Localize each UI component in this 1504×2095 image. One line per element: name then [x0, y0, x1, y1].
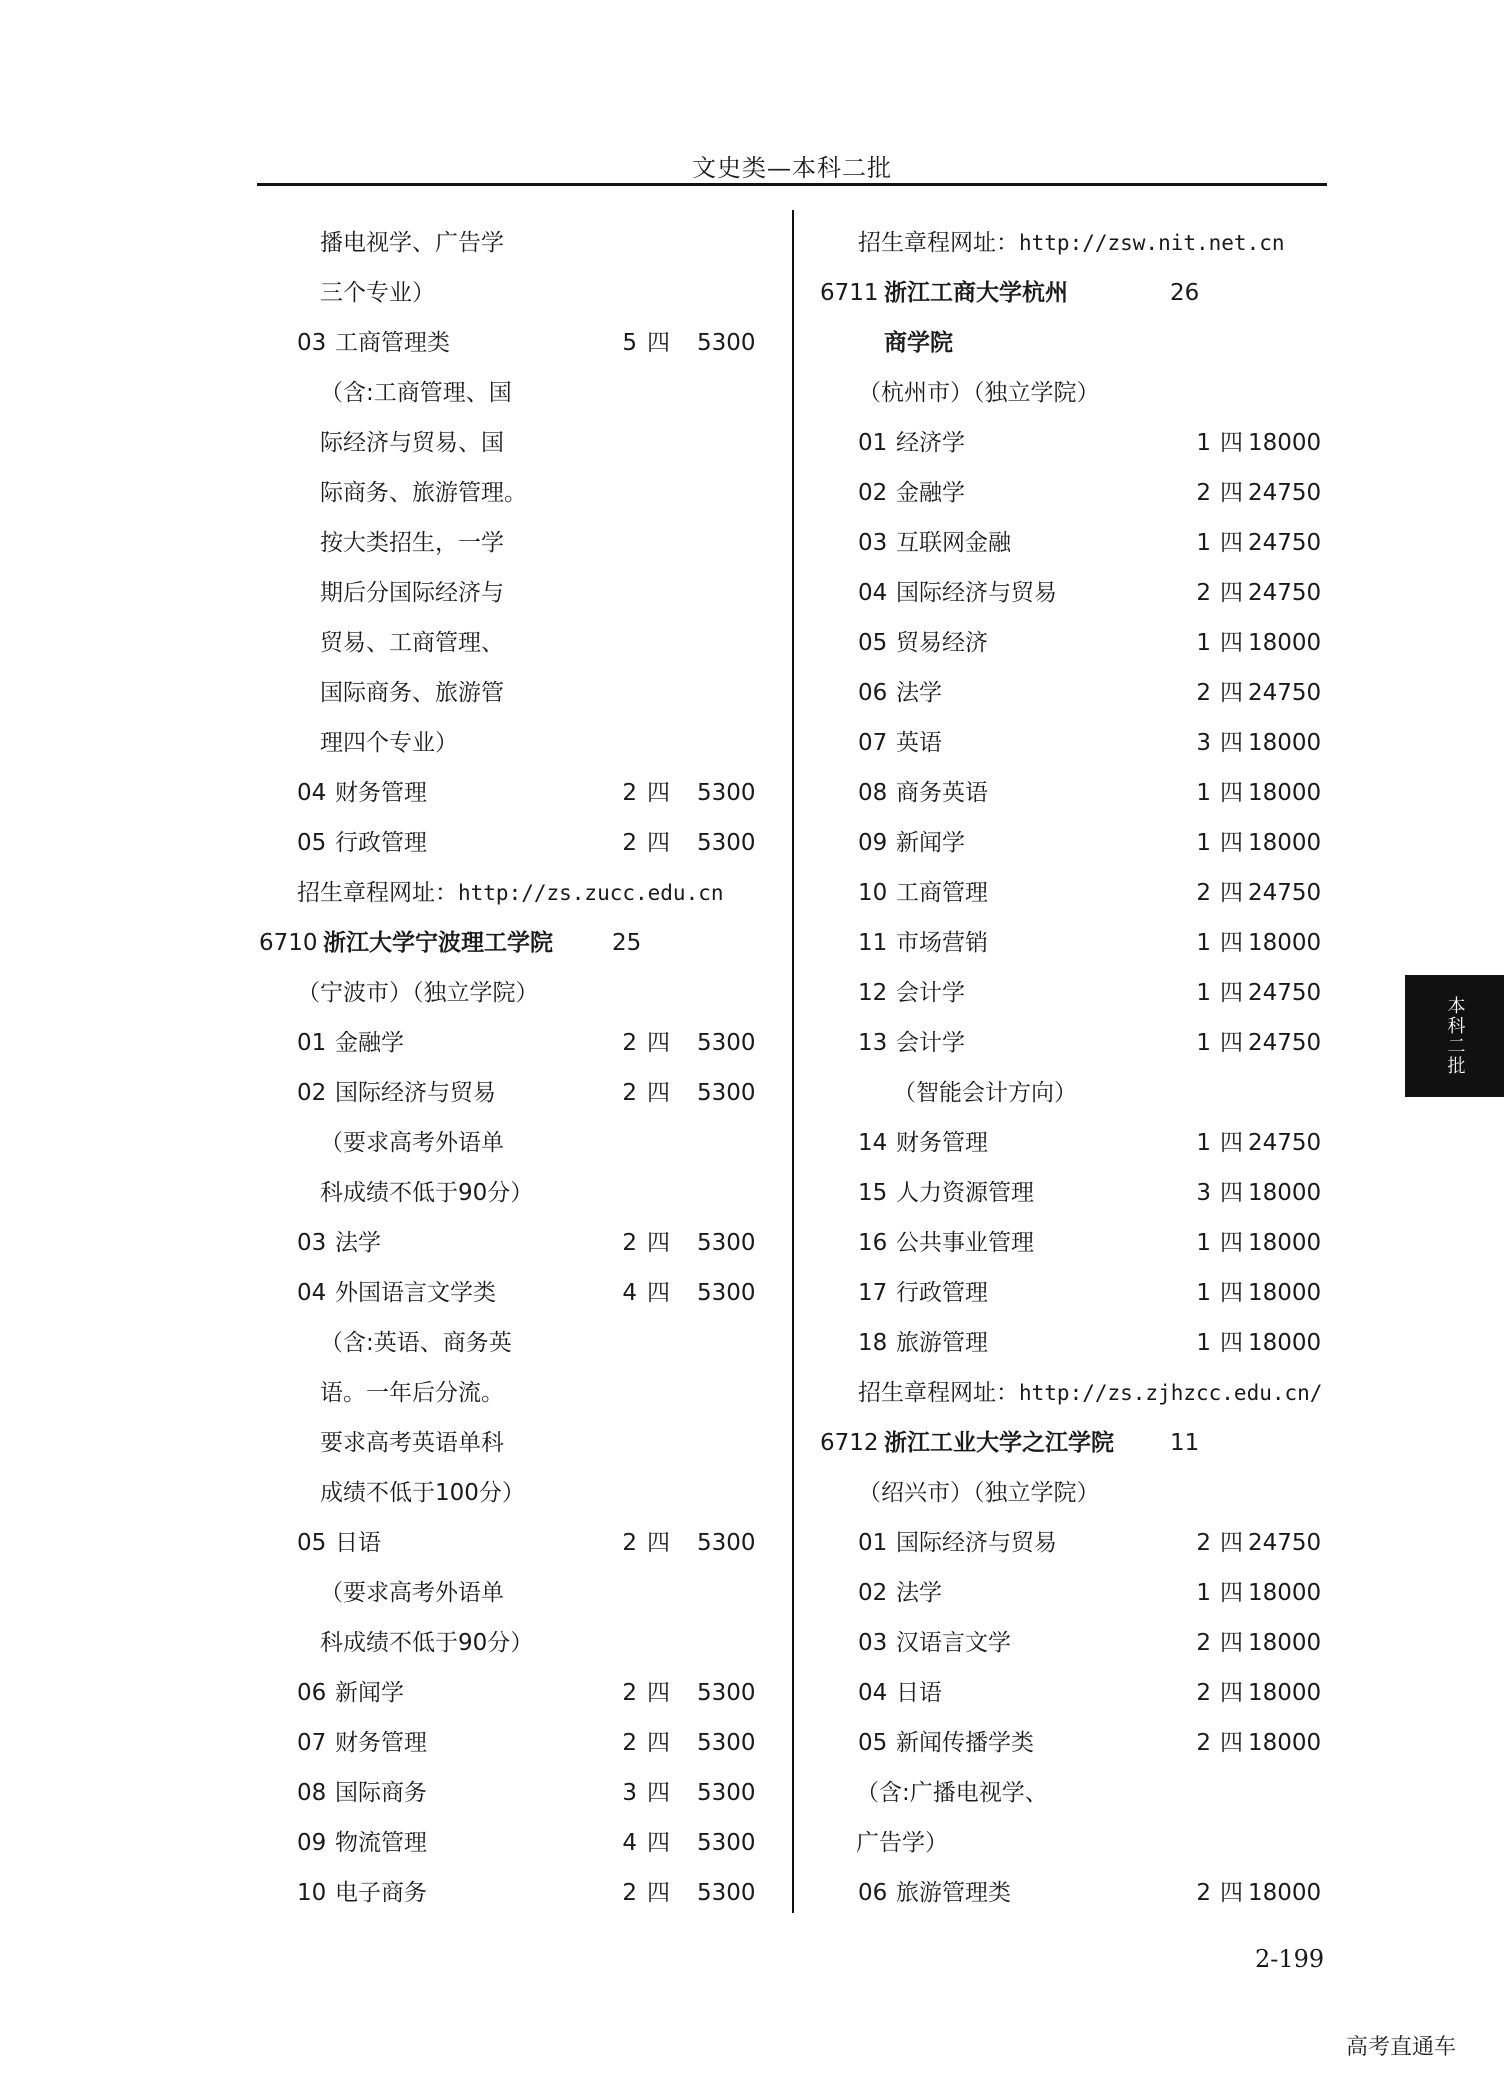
- page-header-title: 文史类—本科二批: [692, 154, 892, 182]
- major-code: 04: [858, 580, 888, 606]
- major-fee: 18000: [1248, 730, 1322, 756]
- page-number: 2-199: [1255, 1945, 1325, 1973]
- major-name: 法学: [896, 1580, 942, 1606]
- major-name: 工商管理类: [335, 330, 450, 356]
- major-years: 四: [1220, 730, 1243, 756]
- major-years: 四: [647, 1230, 670, 1256]
- major-years: 四: [1220, 1280, 1243, 1306]
- major-fee: 18000: [1248, 1280, 1322, 1306]
- school-code: 6711: [820, 280, 879, 306]
- major-row: [818, 1518, 1338, 1568]
- major-note: 播电视学、广告学: [320, 230, 504, 256]
- major-years: 四: [1220, 1530, 1243, 1556]
- major-row: [257, 1768, 767, 1818]
- major-code: 03: [858, 1630, 888, 1656]
- major-row: [818, 768, 1338, 818]
- major-name: 财务管理: [896, 1130, 988, 1156]
- major-code: 08: [297, 1780, 327, 1806]
- major-row: [257, 1018, 767, 1068]
- major-years: 四: [1220, 1330, 1243, 1356]
- major-code: 18: [858, 1330, 888, 1356]
- major-note: 三个专业）: [320, 280, 435, 306]
- major-count: 1: [1196, 1230, 1211, 1256]
- major-code: 06: [858, 1880, 888, 1906]
- major-years: 四: [647, 1530, 670, 1556]
- major-fee: 5300: [697, 1080, 756, 1106]
- school-code: 6712: [820, 1430, 879, 1456]
- major-code: 09: [858, 830, 888, 856]
- major-fee: 18000: [1248, 1730, 1322, 1756]
- major-count: 4: [622, 1280, 637, 1306]
- major-count: 2: [622, 780, 637, 806]
- major-code: 04: [858, 1680, 888, 1706]
- side-tab-label: 本科二批: [1444, 996, 1466, 1076]
- major-fee: 24750: [1248, 1530, 1322, 1556]
- school-location: （绍兴市）（独立学院）: [858, 1480, 1100, 1506]
- major-years: 四: [1220, 1230, 1243, 1256]
- major-count: 2: [622, 1680, 637, 1706]
- major-row: [818, 818, 1338, 868]
- major-years: 四: [1220, 530, 1243, 556]
- major-years: 四: [1220, 430, 1243, 456]
- major-row: [818, 1868, 1338, 1918]
- major-fee: 24750: [1248, 980, 1322, 1006]
- major-name: 物流管理: [335, 1830, 427, 1856]
- major-count: 2: [1196, 1530, 1211, 1556]
- major-note: （智能会计方向）: [893, 1080, 1077, 1106]
- major-years: 四: [647, 1280, 670, 1306]
- major-fee: 5300: [697, 1680, 756, 1706]
- major-fee: 5300: [697, 1880, 756, 1906]
- major-name: 商务英语: [896, 780, 988, 806]
- major-name: 新闻学: [335, 1680, 404, 1706]
- major-years: 四: [1220, 1580, 1243, 1606]
- major-name: 国际经济与贸易: [335, 1080, 496, 1106]
- major-code: 04: [297, 1280, 327, 1306]
- major-code: 07: [858, 730, 888, 756]
- major-note: 期后分国际经济与: [320, 580, 504, 606]
- major-row: [818, 918, 1338, 968]
- major-years: 四: [647, 1080, 670, 1106]
- major-fee: 18000: [1248, 1180, 1322, 1206]
- major-fee: 18000: [1248, 1630, 1322, 1656]
- major-row: [818, 568, 1338, 618]
- major-code: 03: [297, 1230, 327, 1256]
- major-note: （含:广播电视学、: [856, 1780, 1048, 1806]
- major-years: 四: [1220, 1130, 1243, 1156]
- major-count: 2: [1196, 480, 1211, 506]
- major-count: 1: [1196, 430, 1211, 456]
- major-code: 13: [858, 1030, 888, 1056]
- school-name: 浙江工业大学之江学院: [884, 1430, 1114, 1456]
- school-location: （宁波市）（独立学院）: [297, 980, 539, 1006]
- major-name: 行政管理: [335, 830, 427, 856]
- major-count: 3: [622, 1780, 637, 1806]
- major-fee: 18000: [1248, 430, 1322, 456]
- section-side-tab: [1405, 975, 1504, 1097]
- major-row: [818, 1268, 1338, 1318]
- major-code: 11: [858, 930, 888, 956]
- school-quota: 26: [1170, 280, 1200, 306]
- major-code: 05: [297, 830, 327, 856]
- school-name: 浙江工商大学杭州: [884, 280, 1068, 306]
- major-years: 四: [1220, 630, 1243, 656]
- major-count: 1: [1196, 780, 1211, 806]
- major-row: [257, 318, 767, 368]
- major-name: 法学: [896, 680, 942, 706]
- major-fee: 5300: [697, 1030, 756, 1056]
- major-row: [818, 718, 1338, 768]
- major-years: 四: [647, 1730, 670, 1756]
- header-rule: [257, 183, 1327, 186]
- major-name: 旅游管理类: [896, 1880, 1011, 1906]
- school-name: 浙江大学宁波理工学院: [323, 930, 553, 956]
- major-note: （要求高考外语单: [320, 1130, 504, 1156]
- major-years: 四: [647, 330, 670, 356]
- major-count: 1: [1196, 930, 1211, 956]
- major-fee: 24750: [1248, 680, 1322, 706]
- major-fee: 24750: [1248, 1130, 1322, 1156]
- major-years: 四: [1220, 880, 1243, 906]
- major-note: 国际商务、旅游管: [320, 680, 504, 706]
- major-count: 2: [622, 1730, 637, 1756]
- major-years: 四: [1220, 780, 1243, 806]
- major-name: 会计学: [896, 1030, 965, 1056]
- major-note: 贸易、工商管理、: [320, 630, 504, 656]
- major-note: （含:英语、商务英: [320, 1330, 512, 1356]
- major-code: 10: [858, 880, 888, 906]
- major-years: 四: [1220, 1180, 1243, 1206]
- major-code: 12: [858, 980, 888, 1006]
- major-count: 2: [622, 1880, 637, 1906]
- major-code: 01: [858, 1530, 888, 1556]
- school-quota: 25: [612, 930, 642, 956]
- major-row: [257, 1668, 767, 1718]
- major-row: [818, 618, 1338, 668]
- major-note: 要求高考英语单科: [320, 1430, 504, 1456]
- major-years: 四: [1220, 1030, 1243, 1056]
- major-years: 四: [647, 1030, 670, 1056]
- major-years: 四: [1220, 580, 1243, 606]
- major-note: 成绩不低于100分）: [320, 1480, 525, 1506]
- major-fee: 18000: [1248, 1230, 1322, 1256]
- major-row: [818, 1318, 1338, 1368]
- major-count: 5: [622, 330, 637, 356]
- major-fee: 5300: [697, 1530, 756, 1556]
- major-fee: 5300: [697, 780, 756, 806]
- major-years: 四: [647, 780, 670, 806]
- charter-url: http://zsw.nit.net.cn: [1019, 231, 1285, 255]
- major-code: 10: [297, 1880, 327, 1906]
- major-count: 4: [622, 1830, 637, 1856]
- major-fee: 18000: [1248, 1880, 1322, 1906]
- major-fee: 18000: [1248, 1330, 1322, 1356]
- major-code: 02: [858, 480, 888, 506]
- major-years: 四: [1220, 680, 1243, 706]
- major-code: 05: [858, 1730, 888, 1756]
- major-count: 1: [1196, 1280, 1211, 1306]
- major-count: 2: [622, 1530, 637, 1556]
- major-count: 2: [1196, 580, 1211, 606]
- major-row: [257, 1518, 767, 1568]
- major-row: [257, 1268, 767, 1318]
- charter-url-label: 招生章程网址：: [858, 1380, 1019, 1406]
- major-count: 2: [1196, 680, 1211, 706]
- major-row: [257, 1868, 767, 1918]
- major-name: 财务管理: [335, 780, 427, 806]
- charter-url-row: [818, 218, 1338, 268]
- major-name: 会计学: [896, 980, 965, 1006]
- major-years: 四: [647, 1680, 670, 1706]
- major-row: [818, 1568, 1338, 1618]
- major-name: 英语: [896, 730, 942, 756]
- major-name: 日语: [335, 1530, 381, 1556]
- major-note: 语。一年后分流。: [320, 1380, 504, 1406]
- major-name: 日语: [896, 1680, 942, 1706]
- major-years: 四: [1220, 830, 1243, 856]
- major-row: [818, 1168, 1338, 1218]
- major-name: 汉语言文学: [896, 1630, 1011, 1656]
- major-note: （要求高考外语单: [320, 1580, 504, 1606]
- major-years: 四: [1220, 1630, 1243, 1656]
- major-years: 四: [647, 1780, 670, 1806]
- major-row: [257, 1818, 767, 1868]
- major-fee: 5300: [697, 1230, 756, 1256]
- major-row: [818, 1118, 1338, 1168]
- major-fee: 24750: [1248, 1030, 1322, 1056]
- major-code: 07: [297, 1730, 327, 1756]
- major-fee: 5300: [697, 1730, 756, 1756]
- school-row: [818, 1418, 1338, 1468]
- major-name: 电子商务: [335, 1880, 427, 1906]
- school-name-continued: 商学院: [884, 330, 953, 356]
- charter-url-row: [257, 868, 767, 918]
- major-row: [257, 818, 767, 868]
- major-row: [818, 1218, 1338, 1268]
- major-row: [818, 968, 1338, 1018]
- column-divider: [792, 210, 794, 1913]
- left-column: [257, 218, 767, 1918]
- major-count: 2: [1196, 1880, 1211, 1906]
- major-name: 国际经济与贸易: [896, 580, 1057, 606]
- major-fee: 18000: [1248, 830, 1322, 856]
- major-code: 08: [858, 780, 888, 806]
- major-row: [818, 468, 1338, 518]
- major-code: 04: [297, 780, 327, 806]
- major-fee: 24750: [1248, 480, 1322, 506]
- major-name: 工商管理: [896, 880, 988, 906]
- major-fee: 24750: [1248, 530, 1322, 556]
- major-count: 2: [1196, 880, 1211, 906]
- major-note: 科成绩不低于90分）: [320, 1630, 534, 1656]
- major-years: 四: [647, 830, 670, 856]
- major-count: 1: [1196, 1580, 1211, 1606]
- major-code: 06: [858, 680, 888, 706]
- major-count: 2: [622, 1030, 637, 1056]
- major-code: 03: [297, 330, 327, 356]
- major-fee: 18000: [1248, 930, 1322, 956]
- charter-url-row: [818, 1368, 1338, 1418]
- major-name: 市场营销: [896, 930, 988, 956]
- major-name: 人力资源管理: [896, 1180, 1034, 1206]
- major-fee: 24750: [1248, 580, 1322, 606]
- major-code: 03: [858, 530, 888, 556]
- major-note: 际商务、旅游管理。: [320, 480, 527, 506]
- major-name: 贸易经济: [896, 630, 988, 656]
- major-name: 法学: [335, 1230, 381, 1256]
- major-row: [818, 1618, 1338, 1668]
- major-years: 四: [647, 1830, 670, 1856]
- major-name: 旅游管理: [896, 1330, 988, 1356]
- major-code: 06: [297, 1680, 327, 1706]
- major-name: 行政管理: [896, 1280, 988, 1306]
- major-years: 四: [647, 1880, 670, 1906]
- major-row: [818, 518, 1338, 568]
- school-row: [257, 918, 767, 968]
- major-row: [818, 1718, 1338, 1768]
- major-years: 四: [1220, 1680, 1243, 1706]
- school-location: （杭州市）（独立学院）: [858, 380, 1100, 406]
- major-note: 科成绩不低于90分）: [320, 1180, 534, 1206]
- major-code: 14: [858, 1130, 888, 1156]
- major-count: 2: [622, 1230, 637, 1256]
- major-name: 互联网金融: [896, 530, 1011, 556]
- major-fee: 18000: [1248, 780, 1322, 806]
- major-years: 四: [1220, 1730, 1243, 1756]
- major-fee: 5300: [697, 1780, 756, 1806]
- major-fee: 5300: [697, 830, 756, 856]
- major-code: 15: [858, 1180, 888, 1206]
- charter-url-label: 招生章程网址：: [858, 230, 1019, 256]
- major-name: 新闻学: [896, 830, 965, 856]
- major-count: 2: [622, 1080, 637, 1106]
- major-name: 经济学: [896, 430, 965, 456]
- major-code: 05: [858, 630, 888, 656]
- school-quota: 11: [1170, 1430, 1200, 1456]
- major-count: 3: [1196, 1180, 1211, 1206]
- major-fee: 5300: [697, 1830, 756, 1856]
- right-column: [818, 218, 1338, 1918]
- charter-url: http://zs.zucc.edu.cn: [458, 881, 724, 905]
- major-row: [257, 768, 767, 818]
- major-note: 广告学）: [856, 1830, 948, 1856]
- major-name: 财务管理: [335, 1730, 427, 1756]
- major-years: 四: [1220, 930, 1243, 956]
- major-name: 国际经济与贸易: [896, 1530, 1057, 1556]
- major-count: 2: [1196, 1730, 1211, 1756]
- major-row: [818, 1018, 1338, 1068]
- major-count: 2: [622, 830, 637, 856]
- major-count: 1: [1196, 630, 1211, 656]
- major-count: 1: [1196, 980, 1211, 1006]
- major-count: 1: [1196, 1030, 1211, 1056]
- major-row: [818, 1668, 1338, 1718]
- major-name: 金融学: [335, 1030, 404, 1056]
- major-note: 理四个专业）: [320, 730, 458, 756]
- major-row: [818, 868, 1338, 918]
- major-code: 02: [858, 1580, 888, 1606]
- major-row: [818, 668, 1338, 718]
- school-row: [818, 268, 1338, 318]
- major-row: [257, 1718, 767, 1768]
- major-years: 四: [1220, 980, 1243, 1006]
- major-note: 际经济与贸易、国: [320, 430, 504, 456]
- major-fee: 18000: [1248, 1680, 1322, 1706]
- major-name: 新闻传播学类: [896, 1730, 1034, 1756]
- major-code: 09: [297, 1830, 327, 1856]
- major-row: [818, 418, 1338, 468]
- major-count: 2: [1196, 1630, 1211, 1656]
- major-name: 外国语言文学类: [335, 1280, 496, 1306]
- major-code: 17: [858, 1280, 888, 1306]
- major-name: 公共事业管理: [896, 1230, 1034, 1256]
- major-count: 1: [1196, 1130, 1211, 1156]
- major-fee: 18000: [1248, 1580, 1322, 1606]
- major-code: 05: [297, 1530, 327, 1556]
- major-fee: 5300: [697, 330, 756, 356]
- major-name: 金融学: [896, 480, 965, 506]
- major-years: 四: [1220, 1880, 1243, 1906]
- school-code: 6710: [259, 930, 318, 956]
- watermark-text: 高考直通车: [1346, 2035, 1457, 2060]
- major-code: 01: [858, 430, 888, 456]
- major-note: 按大类招生，一学: [320, 530, 504, 556]
- major-count: 3: [1196, 730, 1211, 756]
- major-code: 02: [297, 1080, 327, 1106]
- charter-url-label: 招生章程网址：: [297, 880, 458, 906]
- major-row: [257, 1218, 767, 1268]
- major-code: 16: [858, 1230, 888, 1256]
- charter-url: http://zs.zjhzcc.edu.cn/: [1019, 1381, 1323, 1405]
- major-code: 01: [297, 1030, 327, 1056]
- major-note: （含:工商管理、国: [320, 380, 512, 406]
- major-name: 国际商务: [335, 1780, 427, 1806]
- major-count: 1: [1196, 830, 1211, 856]
- major-fee: 5300: [697, 1280, 756, 1306]
- major-count: 1: [1196, 1330, 1211, 1356]
- major-row: [257, 1068, 767, 1118]
- major-fee: 18000: [1248, 630, 1322, 656]
- major-years: 四: [1220, 480, 1243, 506]
- major-count: 1: [1196, 530, 1211, 556]
- major-fee: 24750: [1248, 880, 1322, 906]
- major-count: 2: [1196, 1680, 1211, 1706]
